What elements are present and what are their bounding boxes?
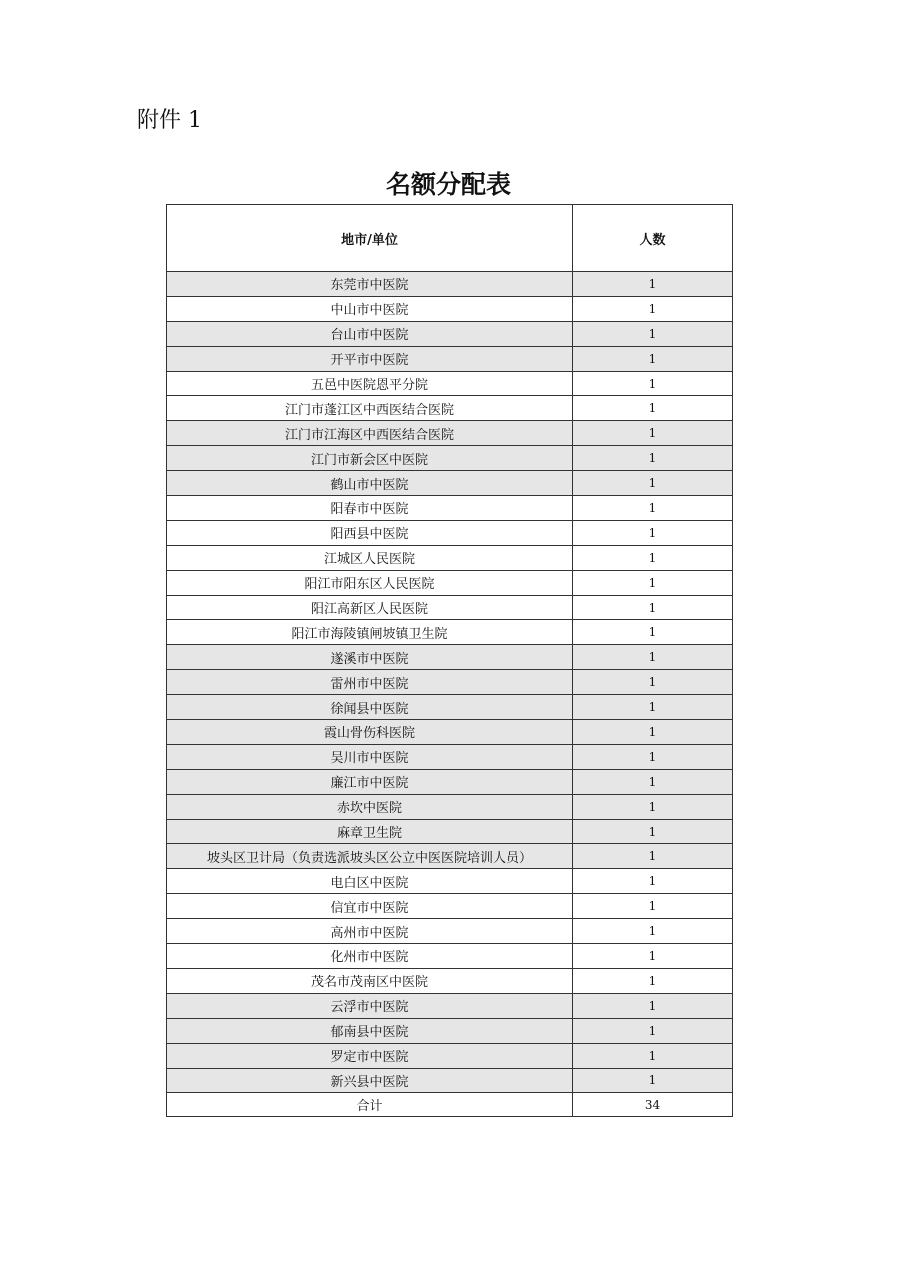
unit-cell: 赤坎中医院	[167, 794, 573, 819]
unit-cell: 电白区中医院	[167, 869, 573, 894]
count-cell: 1	[573, 844, 733, 869]
table-row	[167, 396, 733, 421]
table-row	[167, 321, 733, 346]
total-row	[167, 1093, 733, 1117]
unit-cell: 东莞市中医院	[167, 272, 573, 297]
count-cell: 1	[573, 1018, 733, 1043]
table-row	[167, 819, 733, 844]
quota-table	[166, 204, 733, 1117]
unit-cell: 徐闻县中医院	[167, 695, 573, 720]
unit-cell: 江门市江海区中西医结合医院	[167, 421, 573, 446]
unit-cell: 阳江市阳东区人民医院	[167, 570, 573, 595]
unit-cell: 开平市中医院	[167, 346, 573, 371]
table-row	[167, 993, 733, 1018]
table-row	[167, 446, 733, 471]
table-row	[167, 595, 733, 620]
count-cell: 1	[573, 919, 733, 944]
count-cell: 1	[573, 1043, 733, 1068]
table-row	[167, 769, 733, 794]
table-header-row	[167, 205, 733, 272]
unit-cell: 阳春市中医院	[167, 496, 573, 521]
unit-cell: 遂溪市中医院	[167, 645, 573, 670]
unit-cell: 坡头区卫计局（负责选派坡头区公立中医医院培训人员）	[167, 844, 573, 869]
unit-cell: 江门市新会区中医院	[167, 446, 573, 471]
count-cell: 1	[573, 993, 733, 1018]
count-cell: 1	[573, 296, 733, 321]
unit-cell: 江门市蓬江区中西医结合医院	[167, 396, 573, 421]
count-cell: 1	[573, 496, 733, 521]
unit-cell: 廉江市中医院	[167, 769, 573, 794]
count-cell: 1	[573, 570, 733, 595]
table-row	[167, 1068, 733, 1093]
count-cell: 1	[573, 720, 733, 745]
page-title: 名额分配表	[385, 170, 511, 199]
table-row	[167, 695, 733, 720]
total-count: 34	[573, 1093, 733, 1117]
count-cell: 1	[573, 471, 733, 496]
count-cell: 1	[573, 670, 733, 695]
unit-cell: 罗定市中医院	[167, 1043, 573, 1068]
unit-cell: 云浮市中医院	[167, 993, 573, 1018]
total-label: 合计	[167, 1093, 573, 1117]
table-row	[167, 545, 733, 570]
table-row	[167, 496, 733, 521]
table-row	[167, 1018, 733, 1043]
attachment-label: 附件 1	[137, 108, 202, 133]
unit-cell: 高州市中医院	[167, 919, 573, 944]
count-cell: 1	[573, 695, 733, 720]
count-cell: 1	[573, 744, 733, 769]
table-row	[167, 570, 733, 595]
unit-cell: 鹤山市中医院	[167, 471, 573, 496]
table-row	[167, 371, 733, 396]
table-row	[167, 794, 733, 819]
table-row	[167, 670, 733, 695]
count-cell: 1	[573, 1068, 733, 1093]
count-cell: 1	[573, 346, 733, 371]
header-unit: 地市/单位	[167, 205, 573, 272]
table-row	[167, 645, 733, 670]
unit-cell: 茂名市茂南区中医院	[167, 968, 573, 993]
table-row	[167, 919, 733, 944]
count-cell: 1	[573, 819, 733, 844]
count-cell: 1	[573, 620, 733, 645]
unit-cell: 五邑中医院恩平分院	[167, 371, 573, 396]
unit-cell: 信宜市中医院	[167, 894, 573, 919]
table-body	[167, 272, 733, 1093]
header-count: 人数	[573, 205, 733, 272]
count-cell: 1	[573, 794, 733, 819]
table-row	[167, 894, 733, 919]
unit-cell: 郁南县中医院	[167, 1018, 573, 1043]
unit-cell: 雷州市中医院	[167, 670, 573, 695]
table-row	[167, 968, 733, 993]
count-cell: 1	[573, 396, 733, 421]
table-row	[167, 620, 733, 645]
table-row	[167, 346, 733, 371]
count-cell: 1	[573, 869, 733, 894]
unit-cell: 阳西县中医院	[167, 520, 573, 545]
unit-cell: 中山市中医院	[167, 296, 573, 321]
count-cell: 1	[573, 545, 733, 570]
table-row	[167, 720, 733, 745]
table-row	[167, 744, 733, 769]
unit-cell: 霞山骨伤科医院	[167, 720, 573, 745]
count-cell: 1	[573, 769, 733, 794]
table-row	[167, 869, 733, 894]
unit-cell: 麻章卫生院	[167, 819, 573, 844]
unit-cell: 江城区人民医院	[167, 545, 573, 570]
count-cell: 1	[573, 421, 733, 446]
table-row	[167, 944, 733, 969]
count-cell: 1	[573, 944, 733, 969]
count-cell: 1	[573, 272, 733, 297]
count-cell: 1	[573, 321, 733, 346]
table-row	[167, 520, 733, 545]
count-cell: 1	[573, 520, 733, 545]
table-row	[167, 296, 733, 321]
table-row	[167, 844, 733, 869]
count-cell: 1	[573, 446, 733, 471]
count-cell: 1	[573, 371, 733, 396]
unit-cell: 阳江高新区人民医院	[167, 595, 573, 620]
count-cell: 1	[573, 595, 733, 620]
table-row	[167, 1043, 733, 1068]
table-row	[167, 471, 733, 496]
table-row	[167, 272, 733, 297]
count-cell: 1	[573, 894, 733, 919]
unit-cell: 阳江市海陵镇闸坡镇卫生院	[167, 620, 573, 645]
table-row	[167, 421, 733, 446]
unit-cell: 化州市中医院	[167, 944, 573, 969]
unit-cell: 台山市中医院	[167, 321, 573, 346]
unit-cell: 新兴县中医院	[167, 1068, 573, 1093]
count-cell: 1	[573, 645, 733, 670]
count-cell: 1	[573, 968, 733, 993]
unit-cell: 吴川市中医院	[167, 744, 573, 769]
